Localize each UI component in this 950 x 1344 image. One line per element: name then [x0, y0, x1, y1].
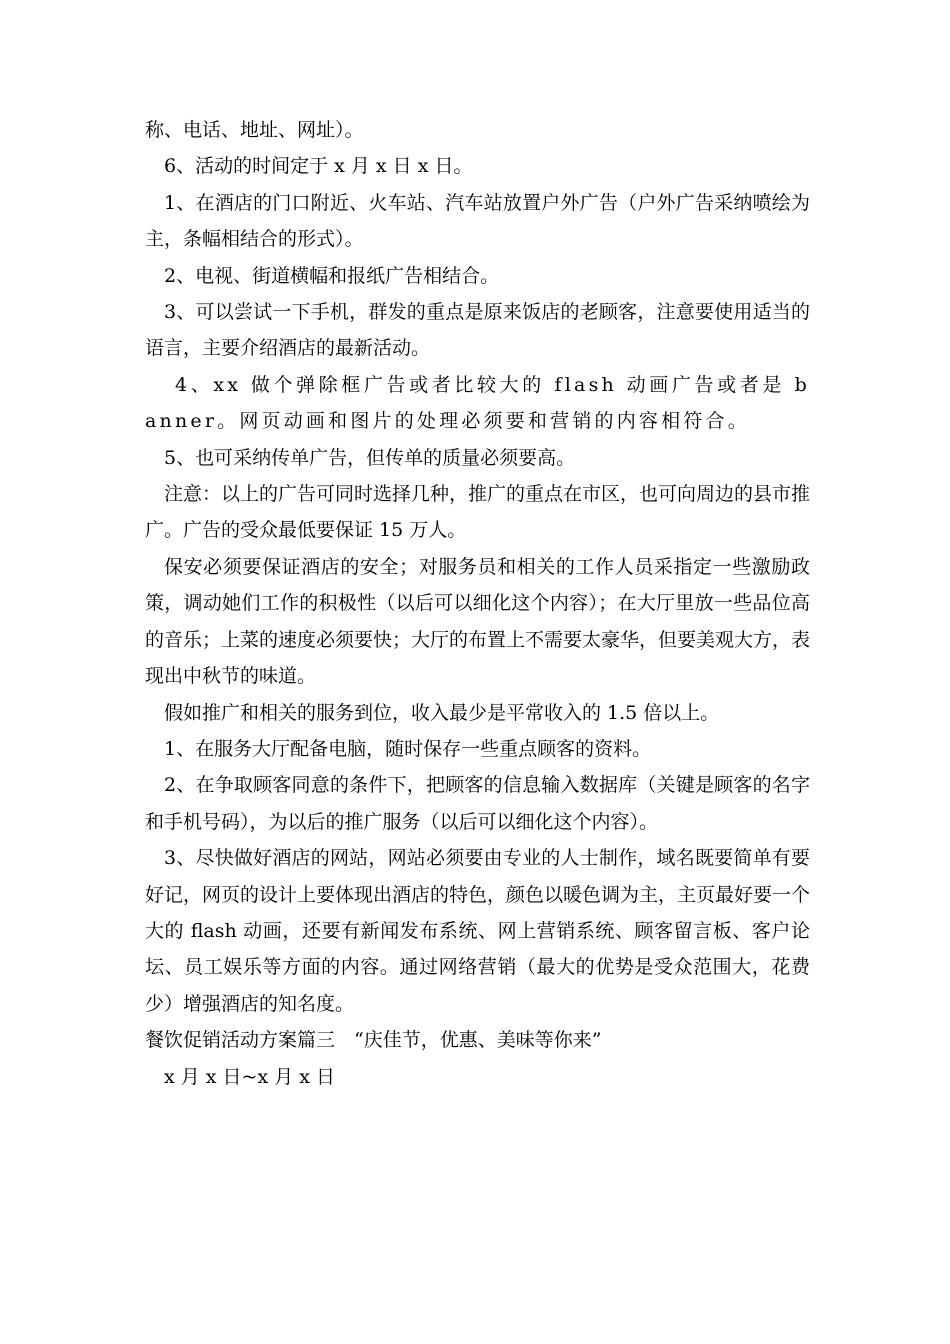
- paragraph-tv-banner-ads: 2、电视、街道横幅和报纸广告相结合。: [164, 264, 500, 287]
- paragraph-hotel-website: 3、尽快做好酒店的网站，网站必须要由专业的人士制作，域名既要简单有要好记，网页的设计上要体现出酒店的特色，颜色以暖色调为主，主页最好要一个大的 flash 动画，还要有新闻发布系统、网上营销系统、顾客留言板、客户论坛、员工娱乐等方面的内容。通过网络营销（最大的优势是受众范围大，花费少）增强酒店的知名度。: [145, 847, 811, 1015]
- paragraph-contact-tail: 称、电话、地址、网址）。: [145, 119, 364, 141]
- date-range-line: x 月 x 日~x 月 x 日: [164, 1065, 336, 1088]
- paragraph-income-estimate: 假如推广和相关的服务到位，收入最少是平常收入的 1.5 倍以上。: [164, 701, 720, 724]
- paragraph-outdoor-ads: 1、在酒店的门口附近、火车站、汽车站放置户外广告（户外广告采纳喷绘为主，条幅相结合的形式）。: [145, 191, 810, 251]
- paragraph-web-ads: 4、xx 做个弹除框广告或者比较大的 flash 动画广告或者是 banner。网页动画和图片的处理必须要和营销的内容相符合。: [145, 373, 810, 433]
- paragraph-computer-records: 1、在服务大厅配备电脑，随时保存一些重点顾客的资料。: [164, 737, 652, 760]
- paragraph-service-security: 保安必须要保证酒店的安全；对服务员和相关的工作人员采指定一些激励政策，调动她们工作的积极性（以后可以细化这个内容）；在大厅里放一些品位高的音乐；上菜的速度必须要快；大厅的布置上不需要太豪华，但要美观大方，表现出中秋节的味道。: [145, 555, 811, 688]
- paragraph-mobile-sms: 3、可以尝试一下手机，群发的重点是原来饭店的老顾客，注意要使用适当的语言，主要介绍酒店的最新活动。: [145, 301, 810, 360]
- paragraph-customer-database: 2、在争取顾客同意的条件下，把顾客的信息输入数据库（关键是顾客的名字和手机号码），为以后的推广服务（以后可以细化这个内容）。: [145, 774, 810, 833]
- paragraph-ad-note: 注意：以上的广告可同时选择几种，推广的重点在市区，也可向周边的县市推广。广告的受众最低要保证 15 万人。: [145, 483, 811, 542]
- document-body: [145, 112, 810, 1095]
- section-title: 餐饮促销活动方案篇三 “庆佳节，优惠、美味等你来”: [145, 1029, 602, 1052]
- paragraph-activity-time: 6、活动的时间定于 x 月 x 日 x 日。: [164, 155, 473, 178]
- paragraph-flyers: 5、也可采纳传单广告，但传单的质量必须要高。: [164, 446, 576, 469]
